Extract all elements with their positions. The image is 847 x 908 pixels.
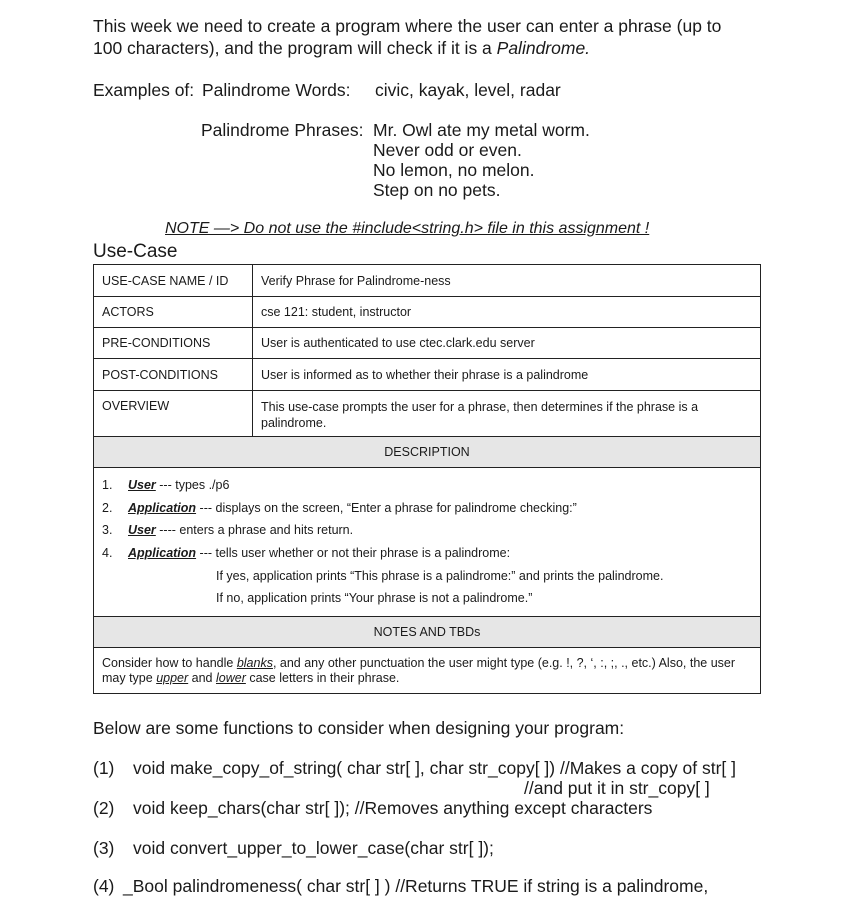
table-row [94, 265, 761, 297]
step-text: --- displays on the screen, “Enter a phrase for palindrome checking:” [196, 500, 577, 515]
note-warning: NOTE —> Do not use the #include<string.h> file in this assignment ! [165, 220, 650, 237]
notes-part: Consider how to handle [102, 655, 237, 670]
row-value: Verify Phrase for Palindrome-ness [253, 265, 761, 297]
table-row [94, 648, 761, 694]
row-value: This use-case prompts the user for a phrase, then determines if the phrase is a palindrome. [253, 391, 761, 437]
phrase-item: Mr. Owl ate my metal worm. [373, 120, 590, 140]
function-signature: void convert_upper_to_lower_case(char str[ ]); [133, 838, 494, 858]
use-case-table [93, 264, 761, 694]
palindrome-words: civic, kayak, level, radar [375, 80, 561, 100]
notes-part: case letters in their phrase. [245, 670, 400, 685]
function-item [93, 876, 708, 897]
step-number: 2. [102, 500, 113, 515]
step-text: ---- enters a phrase and hits return. [155, 523, 354, 538]
list-item [102, 519, 752, 542]
notes-emphasis: lower [215, 670, 246, 685]
step-text: --- types ./p6 [155, 478, 230, 492]
function-signature: _Bool palindromeness( char str[ ] ) //Returns TRUE if string is a palindrome, [123, 876, 709, 896]
row-label: ACTORS [94, 297, 253, 328]
step-number: 3. [102, 523, 113, 538]
step-actor: User [128, 478, 156, 492]
description-header: DESCRIPTION [94, 437, 761, 468]
phrase-item: Never odd or even. [373, 140, 522, 160]
table-row [94, 359, 761, 391]
function-signature: void make_copy_of_string( char str[ ], char str_copy[ ]) //Makes a copy of str[ ] [133, 758, 737, 778]
description-steps [94, 468, 761, 617]
table-row [94, 617, 761, 648]
table-row [94, 468, 761, 617]
intro-line-1: This week we need to create a program where the user can enter a phrase (up to [93, 16, 722, 36]
palindrome-term: Palindrome. [496, 38, 591, 58]
notes-part: and [188, 670, 216, 685]
step-text: --- tells user whether or not their phrase is a palindrome: [196, 546, 511, 561]
function-item [93, 758, 736, 779]
step-number: 1. [102, 478, 113, 492]
intro-paragraph [93, 15, 793, 59]
phrase-item: Step on no pets. [373, 180, 501, 200]
palindrome-words-label: Palindrome Words: [202, 80, 351, 100]
intro-line-2 [93, 37, 793, 59]
step-actor: Application [128, 500, 197, 515]
list-item [102, 497, 752, 520]
sub-step: If no, application prints “Your phrase is not a palindrome.” [216, 591, 533, 606]
row-label: POST-CONDITIONS [94, 359, 253, 391]
function-item [93, 838, 494, 859]
step-number: 4. [102, 546, 113, 561]
notes-emphasis: upper [156, 670, 189, 685]
palindrome-phrases [373, 120, 590, 200]
intro-line-2-text: 100 characters), and the program will check if it is a [93, 38, 497, 58]
notes-part: , and any other punctuation the user might type (e.g. !, ?, ‘, :, ;, ., etc.) Also, the user may type [102, 655, 736, 685]
phrase-item: No lemon, no melon. [373, 160, 535, 180]
examples-label: Examples of: [93, 80, 195, 100]
table-row [94, 297, 761, 328]
sub-step: If yes, application prints “This phrase is a palindrome:” and prints the palindrome. [216, 568, 664, 583]
row-value: cse 121: student, instructor [253, 297, 761, 328]
palindrome-phrases-label: Palindrome Phrases: [201, 120, 364, 140]
step-actor: Application [128, 546, 197, 561]
notes-emphasis: blanks [236, 655, 273, 670]
row-label: PRE-CONDITIONS [94, 328, 253, 359]
function-item [93, 798, 652, 819]
row-value: User is authenticated to use ctec.clark.edu server [253, 328, 761, 359]
step-actor: User [128, 523, 156, 538]
function-number: (3) [93, 838, 115, 858]
row-label: OVERVIEW [94, 391, 253, 437]
list-item [102, 474, 752, 497]
row-value: User is informed as to whether their phrase is a palindrome [253, 359, 761, 391]
functions-intro: Below are some functions to consider when designing your program: [93, 718, 625, 738]
table-row [94, 328, 761, 359]
table-row [94, 391, 761, 437]
use-case-title: Use-Case [93, 241, 178, 262]
function-number: (2) [93, 798, 115, 818]
notes-header: NOTES AND TBDs [94, 617, 761, 648]
function-comment-cont: //and put it in str_copy[ ] [524, 778, 710, 798]
table-row [94, 437, 761, 468]
function-number: (4) [93, 876, 115, 896]
list-item [102, 542, 752, 565]
function-signature: void keep_chars(char str[ ]); //Removes anything except characters [133, 798, 653, 818]
function-number: (1) [93, 758, 115, 778]
notes-text [94, 648, 761, 694]
row-label: USE-CASE NAME / ID [94, 265, 253, 297]
